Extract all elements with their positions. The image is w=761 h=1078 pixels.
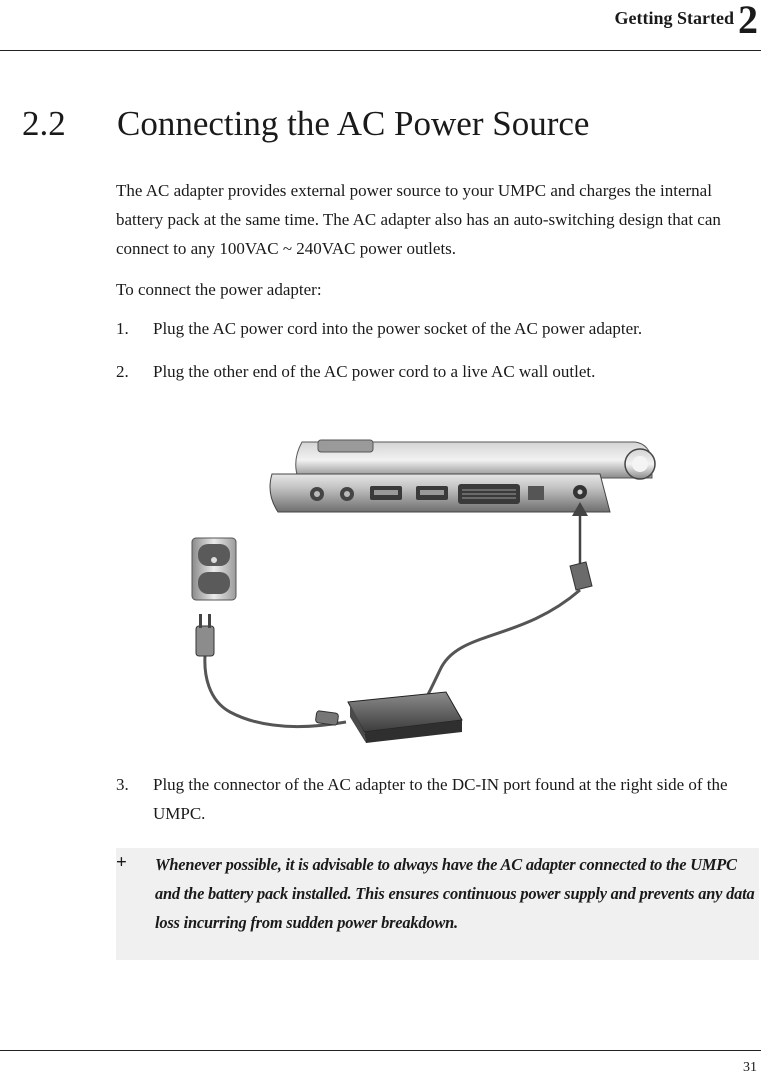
step-number: 2. bbox=[116, 362, 129, 381]
section-number: 2.2 bbox=[22, 104, 66, 143]
step-text: Plug the other end of the AC power cord to a live AC wall outlet. bbox=[153, 362, 596, 381]
note-box bbox=[116, 848, 759, 960]
page-header bbox=[0, 0, 761, 51]
note-icon: + bbox=[116, 852, 127, 873]
steps-lead: To connect the power adapter: bbox=[116, 280, 322, 299]
step-number: 3. bbox=[116, 775, 129, 794]
chapter-label: Getting Started bbox=[614, 8, 734, 28]
page-footer bbox=[0, 1050, 761, 1075]
section-heading bbox=[22, 104, 589, 144]
intro-paragraph: The AC adapter provides external power source to your UMPC and charges the internal battery pack at the same time. The AC adapter also has an auto-switching design that can connect to any 100VAC ~ 240VAC power outlets. bbox=[116, 181, 721, 258]
page-number: 31 bbox=[743, 1060, 757, 1075]
chapter-number: 2 bbox=[738, 0, 758, 42]
note-text: Whenever possible, it is advisable to always have the AC adapter connected to the UMPC and the battery pack installed. This ensures continuous power supply and prevents any data loss incurring from sudden power breakdown. bbox=[155, 855, 755, 932]
step-text: Plug the connector of the AC adapter to the DC-IN port found at the right side of the UMPC. bbox=[153, 775, 728, 823]
step-number: 1. bbox=[116, 319, 129, 338]
section-title: Connecting the AC Power Source bbox=[117, 104, 590, 143]
step-text: Plug the AC power cord into the power socket of the AC power adapter. bbox=[153, 319, 643, 338]
running-header bbox=[615, 0, 758, 43]
umpc-ac-adapter-illustration bbox=[180, 420, 665, 750]
